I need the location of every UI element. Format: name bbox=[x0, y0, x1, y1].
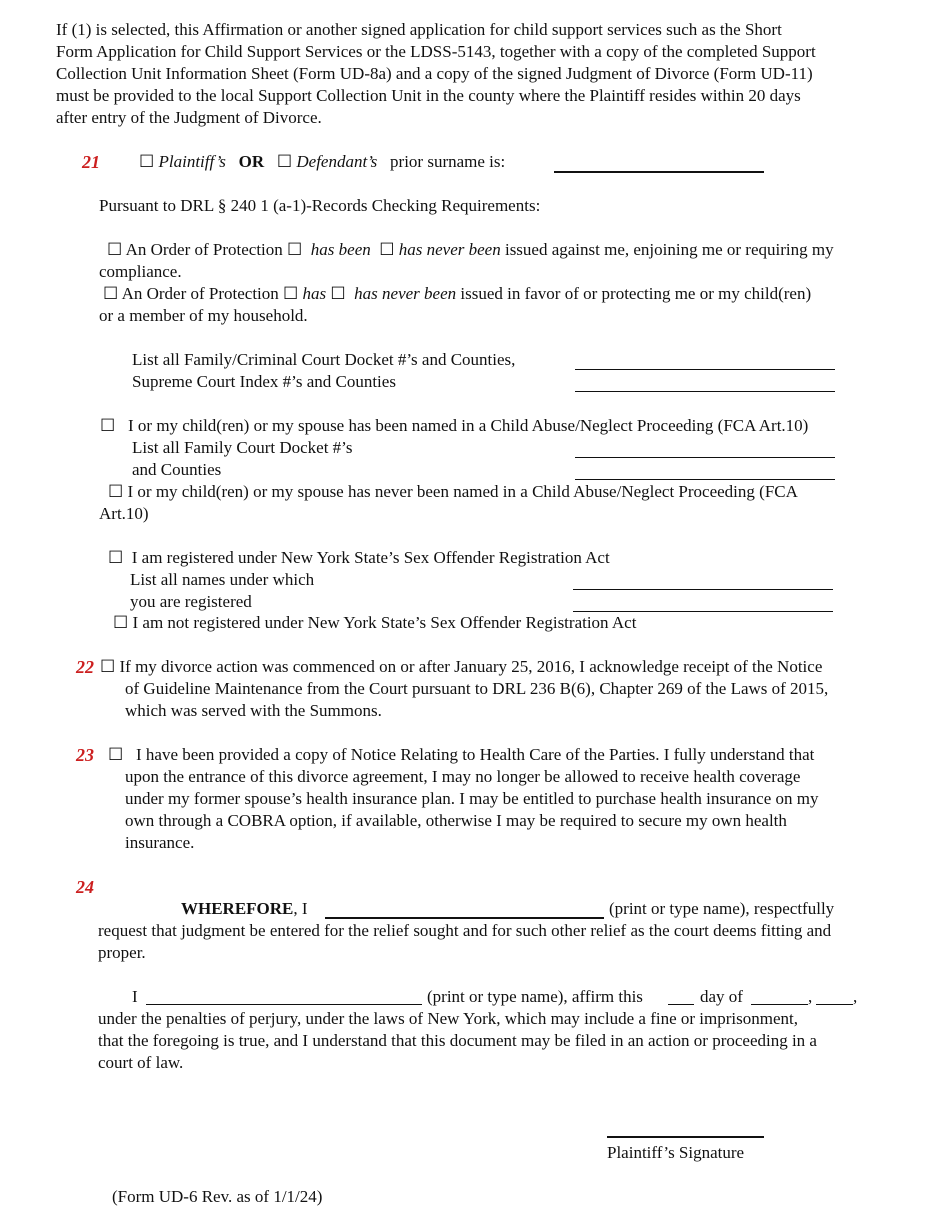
family-docket-label-2: and Counties bbox=[132, 460, 222, 479]
prior-surname-field[interactable] bbox=[554, 171, 764, 173]
section-number-22: 22 bbox=[76, 657, 94, 677]
health-care-checkbox[interactable]: ☐ bbox=[108, 745, 124, 764]
op-has-never-been-label: has never been bbox=[398, 240, 501, 259]
order-protection-favor-row bbox=[103, 283, 811, 305]
child-abuse-named-label: I or my child(ren) or my spouse has been named in a Child Abuse/Neglect Proceeding (FCA Art.10) bbox=[128, 416, 809, 435]
section-number-24: 24 bbox=[76, 877, 94, 897]
guideline-line-2: of Guideline Maintenance from the Court pursuant to DRL 236 B(6), Chapter 269 of the Laws of 2015, bbox=[125, 679, 829, 698]
sex-offender-registered-row bbox=[108, 547, 610, 569]
docket-field-2[interactable] bbox=[575, 391, 835, 392]
op-has-been-checkbox[interactable]: ☐ bbox=[287, 240, 303, 259]
records-heading: Pursuant to DRL § 240 1 (a-1)-Records Checking Requirements: bbox=[99, 196, 541, 215]
wherefore-row bbox=[181, 898, 308, 920]
affirm-line-3: that the foregoing is true, and I understand that this document may be filed in an action or proceeding in a bbox=[98, 1031, 817, 1050]
child-abuse-never-label: I or my child(ren) or my spouse has never been named in a Child Abuse/Neglect Proceeding (FCA bbox=[127, 482, 798, 501]
family-docket-label-1: List all Family Court Docket #’s bbox=[132, 438, 353, 457]
wherefore-line-3: proper. bbox=[98, 943, 146, 962]
op-has-been-label: has been bbox=[310, 240, 371, 259]
registered-names-label-2: you are registered bbox=[130, 592, 252, 611]
intro-line: after entry of the Judgment of Divorce. bbox=[56, 108, 322, 127]
op-against-line2: compliance. bbox=[99, 262, 182, 281]
affirm-comma: , bbox=[808, 987, 813, 1006]
health-care-line-1: I have been provided a copy of Notice Relating to Health Care of the Parties. I fully understand that bbox=[136, 745, 815, 764]
health-care-row bbox=[108, 744, 814, 766]
op-favor-never-checkbox[interactable]: ☐ bbox=[330, 284, 346, 303]
or-label: OR bbox=[238, 152, 265, 171]
health-care-line-4: own through a COBRA option, if available, otherwise I may be required to secure my own health bbox=[125, 811, 787, 830]
sex-offender-not-checkbox[interactable]: ☐ bbox=[113, 613, 129, 632]
wherefore-label: WHEREFORE bbox=[181, 899, 294, 918]
affirm-end-comma: , bbox=[853, 987, 858, 1006]
registered-names-label-1: List all names under which bbox=[130, 570, 315, 589]
defendant-checkbox[interactable]: ☐ bbox=[276, 152, 293, 171]
affirm-print-name: (print or type name), affirm this bbox=[427, 987, 643, 1006]
defendant-label: Defendant’s bbox=[296, 152, 378, 171]
affirm-year-field[interactable] bbox=[816, 1004, 853, 1005]
guideline-line-1: If my divorce action was commenced on or after January 25, 2016, I acknowledge receipt of the Notice bbox=[119, 657, 823, 676]
child-abuse-never-checkbox[interactable]: ☐ bbox=[108, 482, 124, 501]
intro-line: Collection Unit Information Sheet (Form UD-8a) and a copy of the signed Judgment of Divorce (Form UD-11) bbox=[56, 64, 813, 83]
prior-surname-row bbox=[139, 151, 505, 173]
health-care-line-2: upon the entrance of this divorce agreement, I may no longer be allowed to receive health coverage bbox=[125, 767, 801, 786]
intro-line: must be provided to the local Support Collection Unit in the county where the Plaintiff resides within 20 days bbox=[56, 86, 801, 105]
signature-field[interactable] bbox=[607, 1136, 764, 1138]
form-footer: (Form UD-6 Rev. as of 1/1/24) bbox=[112, 1187, 323, 1206]
guideline-row bbox=[100, 656, 822, 678]
health-care-line-3: under my former spouse’s health insurance plan. I may be entitled to purchase health insurance on my bbox=[125, 789, 819, 808]
wherefore-print-name: (print or type name), respectfully bbox=[609, 899, 835, 918]
op-has-never-been-checkbox[interactable]: ☐ bbox=[379, 240, 395, 259]
child-abuse-never-row bbox=[108, 481, 798, 503]
family-docket-field-1[interactable] bbox=[575, 457, 835, 458]
section-number-21: 21 bbox=[82, 152, 100, 172]
guideline-maintenance-checkbox[interactable]: ☐ bbox=[100, 657, 116, 676]
family-docket-field-2[interactable] bbox=[575, 479, 835, 480]
child-abuse-named-row bbox=[100, 415, 808, 437]
op-against-label: An Order of Protection bbox=[125, 240, 283, 259]
order-protection-against-row bbox=[107, 239, 834, 261]
signature-label: Plaintiff’s Signature bbox=[607, 1143, 745, 1162]
wherefore-comma-i: , I bbox=[293, 899, 308, 918]
op-favor-line2: or a member of my household. bbox=[99, 306, 308, 325]
plaintiff-checkbox[interactable]: ☐ bbox=[139, 152, 155, 171]
sex-offender-registered-label: I am registered under New York State’s Sex Offender Registration Act bbox=[131, 548, 610, 567]
op-favor-rest: issued in favor of or protecting me or my child(ren) bbox=[460, 284, 812, 303]
docket-list-label-1: List all Family/Criminal Court Docket #’s and Counties, bbox=[132, 350, 516, 369]
docket-list-label-2: Supreme Court Index #’s and Counties bbox=[132, 372, 396, 391]
section-number-23: 23 bbox=[76, 745, 94, 765]
child-abuse-never-line2: Art.10) bbox=[99, 504, 149, 523]
op-has-label: has bbox=[302, 284, 327, 303]
intro-paragraph bbox=[56, 19, 916, 129]
intro-line: Form Application for Child Support Services or the LDSS-5143, together with a copy of the completed Support bbox=[56, 42, 816, 61]
affirm-month-field[interactable] bbox=[751, 1004, 808, 1005]
wherefore-line-2: request that judgment be entered for the relief sought and for such other relief as the court deems fitting and bbox=[98, 921, 832, 940]
affirm-day-field[interactable] bbox=[668, 1004, 694, 1005]
affirm-day-label: day of bbox=[700, 987, 743, 1006]
plaintiff-label: Plaintiff’s bbox=[158, 152, 226, 171]
op-against-rest: issued against me, enjoining me or requiring my bbox=[504, 240, 834, 259]
op-favor-checkbox[interactable]: ☐ bbox=[103, 284, 119, 303]
affirm-line-4: court of law. bbox=[98, 1053, 184, 1072]
op-favor-label: An Order of Protection bbox=[121, 284, 279, 303]
sex-offender-not-label: I am not registered under New York State’s Sex Offender Registration Act bbox=[132, 613, 637, 632]
affirm-line-2: under the penalties of perjury, under the laws of New York, which may include a fine or imprisonment, bbox=[98, 1009, 798, 1028]
guideline-line-3: which was served with the Summons. bbox=[125, 701, 382, 720]
child-abuse-named-checkbox[interactable]: ☐ bbox=[100, 416, 116, 435]
sex-offender-registered-checkbox[interactable]: ☐ bbox=[108, 548, 124, 567]
registered-names-field-1[interactable] bbox=[573, 589, 833, 590]
health-care-line-5: insurance. bbox=[125, 833, 195, 852]
affirm-i: I bbox=[132, 987, 138, 1006]
op-against-checkbox[interactable]: ☐ bbox=[107, 240, 123, 259]
sex-offender-not-row bbox=[113, 612, 636, 634]
wherefore-name-field[interactable] bbox=[325, 917, 604, 919]
op-has-checkbox[interactable]: ☐ bbox=[283, 284, 299, 303]
op-favor-never-label: has never been bbox=[354, 284, 457, 303]
prior-surname-label: prior surname is: bbox=[390, 152, 506, 171]
intro-line: If (1) is selected, this Affirmation or another signed application for child support services such as the Short bbox=[56, 20, 782, 39]
affirm-name-field[interactable] bbox=[146, 1004, 422, 1005]
docket-field-1[interactable] bbox=[575, 369, 835, 370]
